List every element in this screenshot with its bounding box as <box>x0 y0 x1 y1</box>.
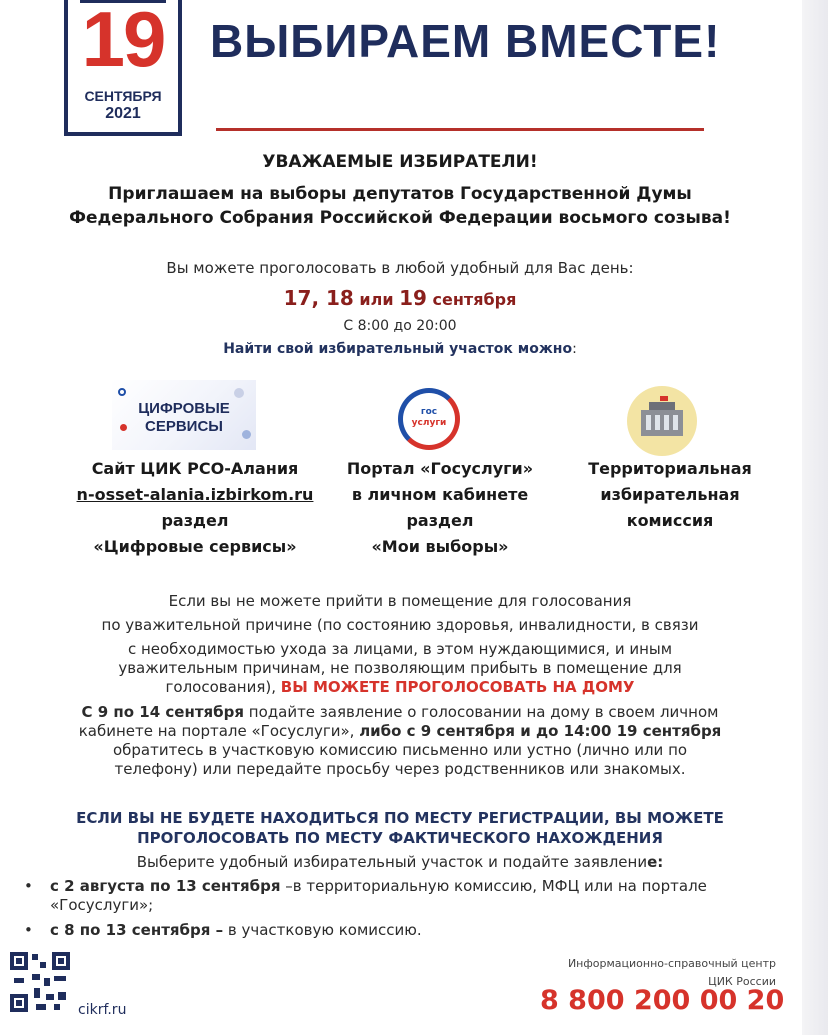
page-edge <box>802 0 828 1035</box>
digital-services-label <box>112 400 256 436</box>
logo-day: 19 <box>81 0 165 83</box>
headline: ВЫБИРАЕМ ВМЕСТЕ! <box>210 15 721 67</box>
building-window <box>664 415 669 430</box>
apply-text-2: кабинете на портале «Госуслуги», <box>78 722 360 740</box>
apply-period-2: либо с 9 сентября и до 14:00 19 сентября <box>359 722 722 740</box>
dates-or: или <box>353 290 400 309</box>
hotline-phone[interactable]: 8 800 200 00 20 <box>540 985 785 1016</box>
building-window <box>646 415 651 430</box>
apply-line-3: обратитесь в участковую комиссию письменно или устно (лично или по <box>112 741 688 759</box>
choose-station-text <box>0 853 800 872</box>
list-item-text <box>50 877 780 915</box>
bullet-dot: • <box>24 877 33 895</box>
apply-line-4: телефону) или передайте просьбу через родственников или знакомых. <box>114 760 686 778</box>
cik-site-section: «Цифровые сервисы» <box>93 537 297 556</box>
dates-month: сентября <box>426 290 517 309</box>
column-gosuslugi <box>320 456 560 560</box>
gosuslugi-logo-icon <box>398 388 460 450</box>
info-center-line-1: Информационно-справочный центр <box>567 957 776 970</box>
logo-year: 2021 <box>105 105 141 122</box>
cik-site-title: Сайт ЦИК РСО-Алания <box>91 459 299 478</box>
home-vote-line-4: уважительным причинам, не позволяющим прибыть в помещение для <box>118 659 682 677</box>
commission-line-1: Территориальная <box>588 459 752 478</box>
qr-module <box>16 1000 22 1006</box>
building-flag <box>660 396 668 401</box>
commission-building-icon <box>627 386 697 456</box>
voting-dates <box>0 286 800 310</box>
qr-module <box>14 978 24 983</box>
headline-divider <box>216 128 704 131</box>
qr-module <box>58 958 64 964</box>
qr-module <box>44 978 50 986</box>
qr-code-icon <box>10 952 70 1012</box>
list-item-text <box>50 921 780 940</box>
find-station-text <box>0 341 800 357</box>
qr-module <box>36 1004 46 1010</box>
cik-site-section-label: раздел <box>161 511 229 530</box>
find-station-label: Найти свой избирательный участок можно <box>223 341 573 357</box>
qr-module <box>34 988 40 998</box>
qr-module <box>16 958 22 964</box>
qr-module <box>40 962 46 968</box>
location-line-2: ПРОГОЛОСОВАТЬ ПО МЕСТУ ФАКТИЧЕСКОГО НАХОЖДЕНИЯ <box>137 829 663 847</box>
digital-label-line-2: СЕРВИСЫ <box>145 418 223 435</box>
cik-site-link[interactable]: n-osset-alania.izbirkom.ru <box>76 485 314 504</box>
apply-line-2 <box>0 722 800 741</box>
apply-period-1: С 9 по 14 сентября <box>81 703 244 721</box>
home-vote-paragraph <box>0 592 800 697</box>
choose-text-end: е: <box>647 853 664 871</box>
building-roof <box>649 402 675 410</box>
bullet-period: с 2 августа по 13 сентября <box>50 877 281 895</box>
home-vote-highlight: ВЫ МОЖЕТЕ ПРОГОЛОСОВАТЬ НА ДОМУ <box>280 678 635 696</box>
gosuslugi-cabinet: в личном кабинете <box>351 485 529 504</box>
gosuslugi-title: Портал «Госуслуги» <box>346 459 534 478</box>
apply-paragraph <box>0 703 800 779</box>
gosuslugi-section: «Мои выборы» <box>371 537 509 556</box>
qr-module <box>54 976 66 981</box>
voting-hours: С 8:00 до 20:00 <box>343 318 457 334</box>
apply-text-1: подайте заявление о голосовании на дому в своем личном <box>244 703 719 721</box>
digital-circle-icon <box>234 388 244 398</box>
gosuslugi-bottom-text: услуги <box>411 418 447 428</box>
qr-module <box>46 994 54 1000</box>
choose-text: Выберите удобный избирательный участок и подайте заявлени <box>136 853 648 871</box>
qr-module <box>54 1004 60 1010</box>
building-window <box>655 415 660 430</box>
commission-line-2: избирательная <box>600 485 740 504</box>
qr-module <box>58 992 66 1000</box>
invitation-line-1: Приглашаем на выборы депутатов Государственной Думы <box>108 184 692 204</box>
home-vote-line-1: Если вы не можете прийти в помещение для голосования <box>168 592 632 610</box>
any-day-text: Вы можете проголосовать в любой удобный для Вас день: <box>166 259 634 277</box>
gosuslugi-top-text: гос <box>420 407 438 417</box>
bullet-text: –в территориальную комиссию, МФЦ или на портале <box>280 877 707 895</box>
home-vote-line-2: по уважительной причине (по состоянию здоровья, инвалидности, в связи <box>101 616 699 634</box>
apply-line-1 <box>0 703 800 722</box>
digital-services-icon <box>112 380 256 450</box>
find-station-colon: : <box>572 341 577 357</box>
bullet-text-2: «Госуслуги»; <box>50 896 154 914</box>
column-commission <box>560 456 780 534</box>
greeting: УВАЖАЕМЫЕ ИЗБИРАТЕЛИ! <box>262 152 538 172</box>
home-vote-line-3: с необходимостью ухода за лицами, в этом нуждающимися, и иным <box>127 640 673 658</box>
bullet-period: с 8 по 13 сентября – <box>50 921 224 939</box>
digital-dot-icon <box>118 388 126 396</box>
bullet-dot: • <box>24 921 33 939</box>
gosuslugi-section-label: раздел <box>406 511 474 530</box>
logo-month: СЕНТЯБРЯ <box>84 88 162 104</box>
column-cik-site <box>60 456 330 560</box>
commission-line-3: комиссия <box>626 511 714 530</box>
invitation-line-2: Федерального Собрания Российской Федерации восьмого созыва! <box>69 208 731 228</box>
home-vote-line-5 <box>0 678 800 697</box>
dates-second: 19 <box>399 286 427 310</box>
qr-module <box>32 974 40 980</box>
dates-first: 17, 18 <box>283 286 354 310</box>
building-window <box>673 415 678 430</box>
home-vote-line-5-text: голосования), <box>165 678 281 696</box>
election-date-logo <box>64 0 182 136</box>
digital-label-line-1: ЦИФРОВЫЕ <box>138 400 230 417</box>
cik-website-link[interactable]: cikrf.ru <box>78 1002 127 1018</box>
info-center-line-2: ЦИК России <box>708 975 776 988</box>
invitation <box>0 182 800 230</box>
location-heading <box>0 808 800 848</box>
bullet-text: в участковую комиссию. <box>223 921 422 939</box>
location-line-1: ЕСЛИ ВЫ НЕ БУДЕТЕ НАХОДИТЬСЯ ПО МЕСТУ РЕГИСТРАЦИИ, ВЫ МОЖЕТЕ <box>76 809 724 827</box>
qr-module <box>32 954 38 960</box>
